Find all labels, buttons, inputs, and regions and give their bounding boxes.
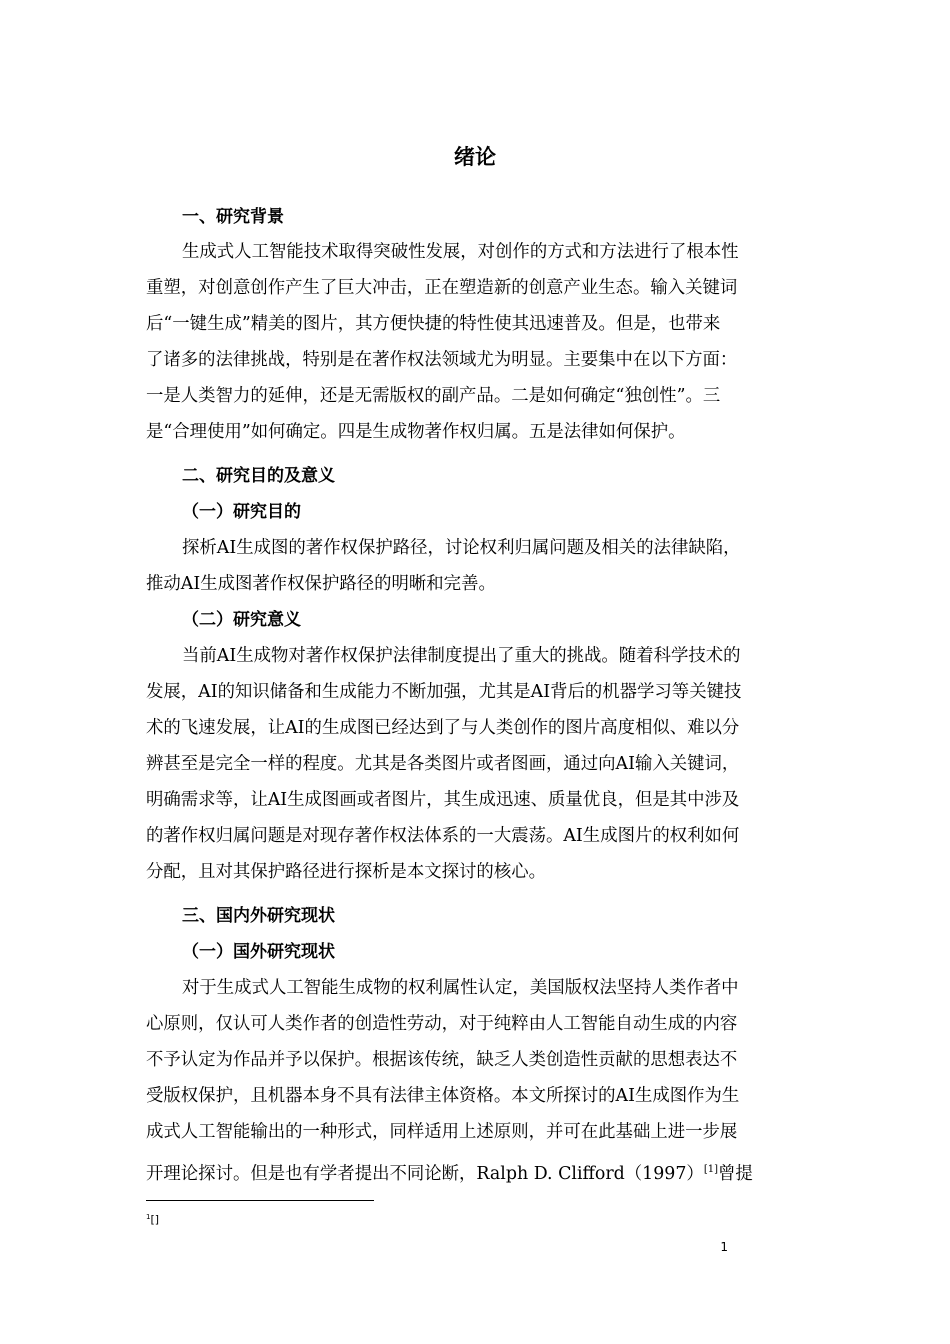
paragraph-line: 术的飞速发展，让AI的生成图已经达到了与人类创作的图片高度相似、难以分	[146, 718, 740, 738]
footnote-text: []	[150, 1213, 160, 1226]
paragraph-line: 分配，且对其保护路径进行探析是本文探讨的核心。	[146, 862, 546, 882]
subsection-heading-purpose: （一）研究目的	[182, 502, 301, 522]
paragraph-line: 心原则，仅认可人类作者的创造性劳动，对于纯粹由人工智能自动生成的内容	[146, 1014, 738, 1034]
section-heading-background: 一、研究背景	[182, 207, 284, 227]
footnote-separator	[146, 1200, 374, 1201]
paragraph-line: 对于生成式人工智能生成物的权利属性认定，美国版权法坚持人类作者中	[182, 978, 739, 998]
section-heading-research-status: 三、国内外研究现状	[182, 906, 335, 926]
paragraph-line: 明确需求等，让AI生成图画或者图片，其生成迅速、质量优良，但是其中涉及	[146, 790, 740, 810]
paragraph-text: 开理论探讨。但是也有学者提出不同论断，Ralph D. Clifford（1997）	[146, 1164, 704, 1184]
paragraph-line: 发展，AI的知识储备和生成能力不断加强，尤其是AI背后的机器学习等关键技	[146, 682, 742, 702]
footnote	[146, 1213, 159, 1227]
paragraph-line: 探析AI生成图的著作权保护路径，讨论权利归属问题及相关的法律缺陷，	[182, 538, 741, 558]
paragraph-line: 一是人类智力的延伸，还是无需版权的副产品。二是如何确定“独创性”。三	[146, 386, 721, 406]
paragraph-line: 当前AI生成物对著作权保护法律制度提出了重大的挑战。随着科学技术的	[182, 646, 741, 666]
paragraph-text: 曾提	[718, 1164, 753, 1184]
paragraph-line: 后“一键生成”精美的图片，其方便快捷的特性使其迅速普及。但是，也带来	[146, 314, 721, 334]
subsection-heading-significance: （二）研究意义	[182, 610, 301, 630]
paragraph-line: 是“合理使用”如何确定。四是生成物著作权归属。五是法律如何保护。	[146, 422, 686, 442]
paragraph-line: 的著作权归属问题是对现存著作权法体系的一大震荡。AI生成图片的权利如何	[146, 826, 740, 846]
paragraph-line: 辨甚至是完全一样的程度。尤其是各类图片或者图画，通过向AI输入关键词，	[146, 754, 740, 774]
citation-marker[interactable]: [1]	[703, 1164, 718, 1175]
paragraph-line: 了诸多的法律挑战，特别是在著作权法领域尤为明显。主要集中在以下方面：	[146, 350, 738, 370]
section-heading-purpose-significance: 二、研究目的及意义	[182, 466, 335, 486]
subsection-heading-foreign-research: （一）国外研究现状	[182, 942, 335, 962]
paragraph-line: 重塑，对创意创作产生了巨大冲击，正在塑造新的创意产业生态。输入关键词	[146, 278, 738, 298]
paragraph-line: 不予认定为作品并予以保护。根据该传统，缺乏人类创造性贡献的思想表达不	[146, 1050, 738, 1070]
page-title: 绪论	[454, 145, 496, 169]
paragraph-line-with-citation	[146, 1162, 753, 1186]
footnote-mark: 1	[146, 1213, 151, 1221]
paragraph-line: 推动AI生成图著作权保护路径的明晰和完善。	[146, 574, 496, 594]
paragraph-line: 受版权保护，且机器本身不具有法律主体资格。本文所探讨的AI生成图作为生	[146, 1086, 740, 1106]
paragraph-line: 成式人工智能输出的一种形式，同样适用上述原则，并可在此基础上进一步展	[146, 1122, 738, 1142]
paragraph-line: 生成式人工智能技术取得突破性发展，对创作的方式和方法进行了根本性	[182, 242, 739, 262]
page-number: 1	[720, 1240, 728, 1254]
